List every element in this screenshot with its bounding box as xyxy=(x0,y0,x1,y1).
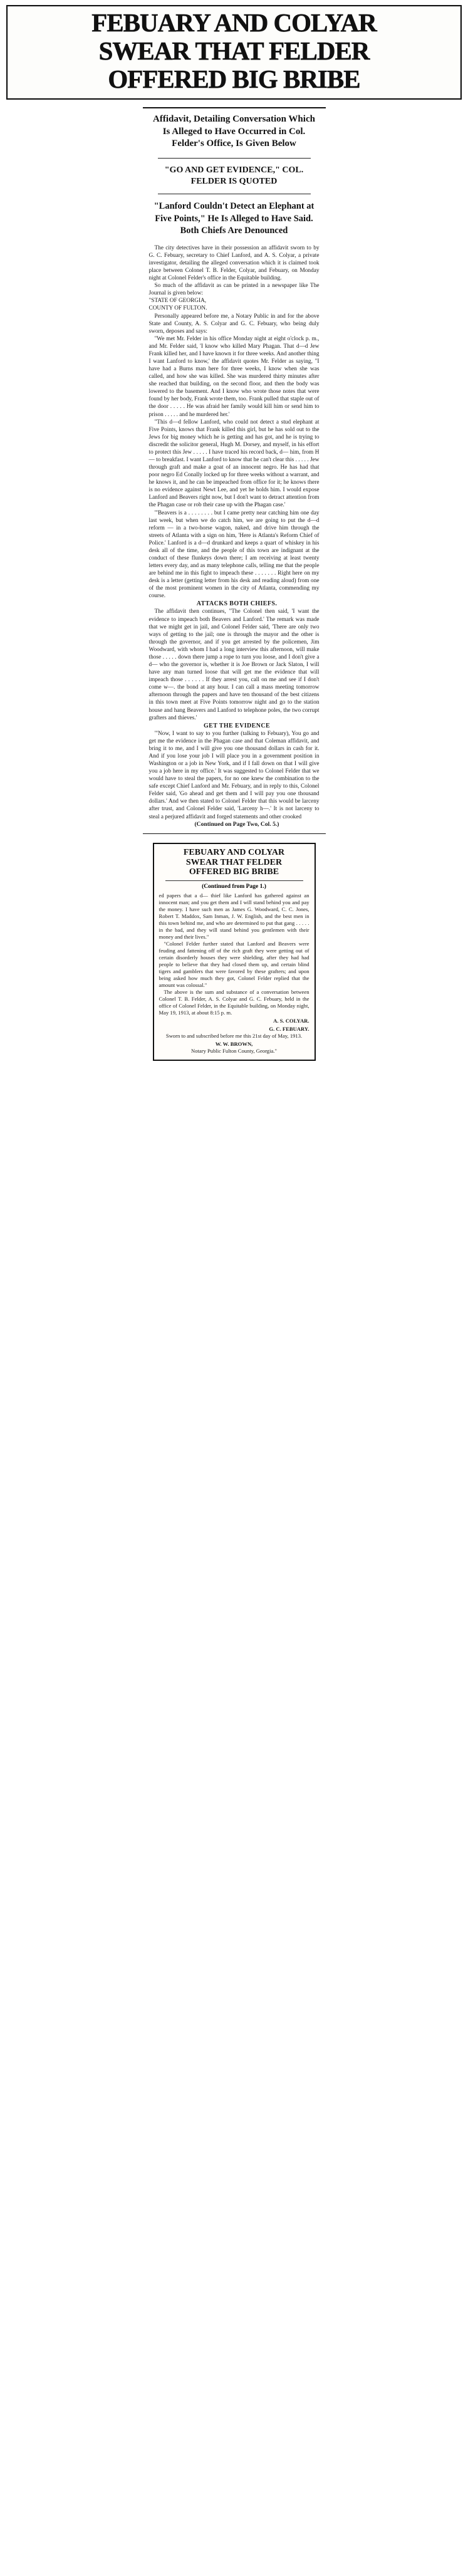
continuation-headline-line-2: SWEAR THAT FELDER xyxy=(185,857,283,867)
headline-line-3: OFFERED BIG BRIBE xyxy=(108,65,360,93)
article-dateline-county: COUNTY OF FULTON. xyxy=(148,305,207,312)
article-crosshead: ATTACKS BOTH CHIEFS. xyxy=(196,600,278,608)
article-subdeck-quote: "GO AND GET EVIDENCE," COL. FELDER IS QUOTED xyxy=(164,165,304,186)
article-paragraph: So much of the affidavit as can be printed in a newspaper like The Journal is given below: xyxy=(148,283,320,297)
article-paragraph: "We met Mr. Felder in his office Monday night at eight o'clock p. m., and Mr. Felder said, 'I know who killed Mary Phagan. That d—d Jew Frank killed her, and I have known it for three weeks. And another thing I want Lanford to know,' the affidavit quotes Mr. Felder as saying, "I have had a Burns man here for three weeks, I know when she was called, and how she was killed. She was murdered thirty minutes after she reached that building, on the second floor, and then the body was lowered to the basement. And I know who wrote those notes that were found by her body, Frank wrote them, too. Frank pulled that staple out of the door . . . . . He was afraid her family would kill him or send him to prison . . . . . and he murdered her.' xyxy=(148,335,320,418)
continuation-divider xyxy=(165,880,303,881)
article-subdeck-secondary: "Lanford Couldn't Detect an Elephant at Five Points," He Is Alleged to Have Said. Both Chiefs Are Denounced xyxy=(153,201,315,236)
article-paragraph: "'Now, I want to say to you further (talking to Febuary), You go and get me the evidence in the Phagan case and that Coleman affidavit, and bring it to me, and I will give you one thousand dollars in cash for it. And if you lose your job I will place you in a government position in Washington or a job in New York, and if I fall down on that I will give you a job here in my office.' It was suggested to Colonel Felder that we would have to steal the papers, for no one knew the combination to the safe except Chief Lanford and Mr. Febuary, and in reply to this, Colonel Felder said, 'Go ahead and get them and I will pay you one thousand dollars.' And we then stated to Colonel Felder that this would be larceny after trust, and Colonel Felder said, 'Larceny h—.' It is not larceny to steal a perjured affidavit and forged statements and other crooked xyxy=(148,730,320,820)
continued-line: (Continued on Page Two, Col. 5.) xyxy=(194,820,279,828)
masthead-headline-clipping xyxy=(6,5,462,100)
article-dateline-state: "STATE OF GEORGIA, xyxy=(148,298,207,305)
notary-title: Notary Public Fulton County, Georgia." xyxy=(191,1048,277,1055)
signature-febuary: G. C. FEBUARY. xyxy=(269,1026,309,1033)
article-paragraph: The affidavit then continues, "The Colonel then said, 'I want the evidence to impeach both Beavers and Lanford.' The remark was made that we might get in jail, and Colonel Felder said, 'There are only two ways of getting to the jail; one is through the mayor and the other is through the governor, and if you get arrested by the policemen, Jim Woodward, with whom I had a long interview this afternoon, will make those . . . . . down there jump a rope to turn you loose, and I don't give a d— who the governor is, whether it is Joe Brown or Jack Slaton, I will have any man turned loose that will get me the evidence that will impeach those . . . . . . If they arrest you, call on me and see if I don't come w—. the bond at any hour. I can call a mass meeting tomorrow afternoon through the papers and have ten thousand of the best citizens in this town meet at Five Points tomorrow night and go to the station house and hang Beavers and Lanford to telephone poles, the two corrupt grafters and thieves.' xyxy=(148,608,320,721)
sworn-statement: Sworn to and subscribed before me this 21st day of May, 1913. xyxy=(165,1033,303,1040)
signature-colyar: A. S. COLYAR. xyxy=(273,1018,309,1025)
article-body xyxy=(143,242,326,833)
article-paragraph: "This d—d fellow Lanford, who could not detect a stud elephant at Five Points, knows that Frank killed this girl, but he has sold out to the Jews for big money which he is getting and has got, and he is trying to discredit the solicitor general, Hugh M. Dorsey, and myself, in his effort to protect this Jew . . . . . I have traced his record back, d— him, from H— to breakfast. I want Lanford to know that he can't clear this . . . . . Jew through graft and make a goat of an innocent negro. He has had that poor negro Ed Conally locked up for three weeks without a warrant, and he knows it, and he can be impeached from office for it; he knows there is no evidence against Newt Lee, and yet he holds him. I would expose Lanford and Beavers right now, but I don't want to detract attention from the Phagan case or rob their case up with the Phagan case.' xyxy=(148,419,320,509)
headline-line-2: SWEAR THAT FELDER xyxy=(98,36,370,65)
continuation-paragraph: "Colonel Felder further stated that Lanford and Beavers were feuding and fattening off of the rich graft they were getting out of certain disorderly houses they were shielding, after they had had people to believe that they had closed them up, and certain blind tigers and gamblers that were favored by these grafters; and upon being asked how much they got, Colonel Felder replied that the amount was colossal." xyxy=(159,941,309,989)
continuation-paragraph: The above is the sum and substance of a conversation between Colonel T. B. Felder, A. S. Colyar and G. C. Febuary, held in the office of Colonel Felder, in the Equitable building, on Monday night, May 19, 1913, at about 8:15 p. m. xyxy=(159,989,309,1016)
newspaper-clipping-page xyxy=(0,5,468,1061)
article-deck: Affidavit, Detailing Conversation Which Is Alleged to Have Occurred in Col. Felder's Office, Is Given Below xyxy=(153,114,315,149)
article-crosshead: GET THE EVIDENCE xyxy=(203,722,271,729)
signature-notary: W. W. BROWN, xyxy=(215,1041,253,1048)
article-paragraph: "'Beavers is a . . . . . . . . but I came pretty near catching him one day last week, but when we do catch him, we are going to put the d—d reform — in a two-horse wagon, naked, and drive him through the streets of Atlanta with a sign on him, 'Here is Atlanta's Reform Chief of Police.' Lanford is a d—d drunkard and keeps a quart of whiskey in his desk all of the time, and the people of this town are indignant at the conduct of these flunkeys down there; I am receiving at least twenty letters every day, and as many telephone calls, telling me that the people are behind me in this fight to impeach these . . . . . . . Right here on my desk is a letter (getting letter from his desk and reading aloud) from one of the most prominent women in the city of Atlanta, commending my course. xyxy=(148,509,320,600)
continuation-headline-line-1: FEBUARY AND COLYAR xyxy=(183,848,285,858)
article-column xyxy=(143,107,326,834)
continuation-body xyxy=(159,892,309,1055)
continuation-clipping xyxy=(153,843,316,1061)
article-paragraph: Personally appeared before me, a Notary Public in and for the above State and County, A. S. Colyar and G. C. Febuary, who being duly sworn, deposes and says: xyxy=(148,313,320,335)
headline-line-1: FEBUARY AND COLYAR xyxy=(91,8,377,37)
continuation-paragraph: ed papers that a d— thief like Lanford has gathered against an innocent man; and you get them and I will stand behind you and pay the money. I have such men as James G. Woodward, C. C. Jones, Robert T. Maddox, Sam Inman, J. W. English, and the best men in this town behind me, and who are determined to put that gang . . . . . in the bad, and they will stand behind you gentlemen with their money and their lives." xyxy=(159,892,309,941)
article-paragraph: The city detectives have in their possession an affidavit sworn to by G. C. Febuary, secretary to Chief Lanford, and A. S. Colyar, a private investigator, detailing the alleged conversation which it is claimed took place between Colonel T. B. Felder, Colyar, and Febuary, on Monday night at Colonel Felder's office in the Equitable building. xyxy=(148,244,320,282)
continuation-headline-line-3: OFFERED BIG BRIBE xyxy=(189,867,279,877)
deck-divider xyxy=(158,158,311,159)
continued-from-line: (Continued from Page 1.) xyxy=(202,884,266,890)
